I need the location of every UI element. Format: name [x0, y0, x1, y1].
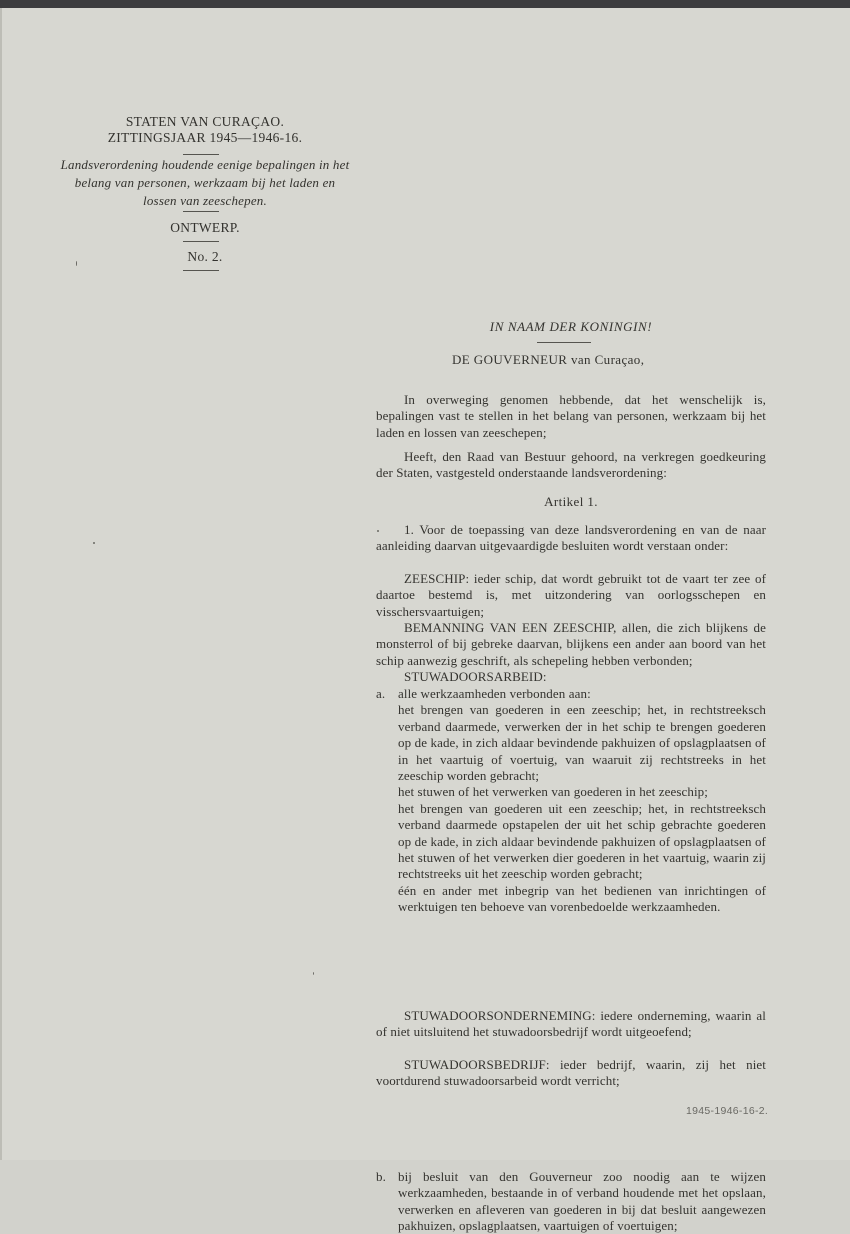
scan-speck [76, 261, 77, 266]
item-a-clause-1: het brengen van goederen in een zeeschip; het, in rechtstreeksch verband daarmede, verwerken der in het schip te brengen goederen op de kade, in zich aldaar bevindende pakhuizen of opslagplaatsen of in het vaartuig of voertuig, van waaruit zij rechtstreeks in het zeeschip worden gebracht; [398, 702, 766, 784]
document-page [0, 8, 850, 1233]
item-a-label: a. [376, 686, 386, 701]
scan-speck [377, 530, 379, 532]
definition-zeeschip: ZEESCHIP: ieder schip, dat wordt gebruikt tot de vaart ter zee of daartoe bestemd is, met uitzondering van oorlogsschepen en visschersvaartuigen; [376, 571, 766, 619]
invocation-rule [537, 342, 591, 343]
header-rule-2 [183, 211, 219, 212]
article-intro: 1. Voor de toepassing van deze landsverordening en van de naar aanleiding daarvan uitgevaardigde besluiten wordt verstaan onder: [376, 522, 766, 554]
item-a-clause-2: het stuwen of het verwerken van goederen in het zeeschip; [398, 784, 708, 800]
document-number: No. 2. [187, 249, 223, 264]
definition-bedrijf: STUWADOORSBEDRIJF: ieder bedrijf, waarin, zij het niet voortdurend stuwadoorsarbeid wordt verricht; [376, 1057, 766, 1089]
item-a-clause-4: één en ander met inbegrip van het bedienen van inrichtingen of werktuigen ten behoeve van vorenbedoelde werkzaamheden. [398, 882, 766, 915]
consideration-paragraph: In overweging genomen hebbende, dat het wenschelijk is, bepalingen vast te stellen in het belang van personen, werkzaam bij het laden en lossen van zeeschepen; [376, 392, 766, 440]
header-line-2: ZITTINGSJAAR 1945—1946-16. [107, 130, 303, 145]
heard-paragraph: Heeft, den Raad van Bestuur gehoord, na verkregen goedkeuring der Staten, vastgesteld onderstaande landsverordening: [376, 449, 766, 481]
governor-line: DE GOUVERNEUR van Curaçao, [452, 352, 645, 367]
definition-stuwadoorsarbeid: STUWADOORSARBEID: [404, 669, 547, 684]
article-title: Artikel 1. [544, 494, 598, 509]
definition-onderneming: STUWADOORSONDERNEMING: iedere onderneming, waarin al of niet uitsluitend het stuwadoorsbedrijf wordt uitgeoefend; [376, 1008, 766, 1040]
scan-speck [93, 542, 95, 544]
item-a-clause-3: het brengen van goederen uit een zeeschip; het, in rechtstreeksch verband daarmede opstapelen der uit het schip gebrachte goederen op de kade, in zich aldaar bevindende pakhuizen of opslagplaatsen of het stuwen of het verwerken dier goederen in het vaartuig, waarin zij rechtstreeks uit het zeeschip worden gebracht; [398, 800, 766, 882]
subject-title: Landsverordening houdende eenige bepalingen in het belang van personen, werkzaam bij het laden en lossen van zeeschepen. [60, 157, 350, 208]
item-b-text: bij besluit van den Gouverneur zoo noodig aan te wijzen werkzaamheden, bestaande in of verband houdende met het opslaan, verwerken en afleveren van goederen in bij dat besluit aangewezen pakhuizen, opslagplaatsen, vaartuigen of voertuigen; [398, 1168, 766, 1233]
item-b-label: b. [376, 1168, 386, 1184]
draft-label: ONTWERP. [170, 220, 240, 235]
item-a-intro: alle werkzaamheden verbonden aan: [398, 686, 591, 701]
invocation: IN NAAM DER KONINGIN! [489, 319, 653, 334]
header-line-1: STATEN VAN CURAÇAO. [125, 114, 285, 129]
scan-speck [313, 972, 314, 975]
header-rule-1 [183, 154, 219, 155]
definition-bemanning: BEMANNING VAN EEN ZEESCHIP, allen, die zich blijkens de monsterrol of bij gebreke daarvan, blijkens een ander aan boord van het schip aanwezig geschrift, als schepeling hebben verbonden; [376, 620, 766, 668]
header-rule-3 [183, 241, 219, 242]
viewer-top-bar [0, 0, 850, 8]
header-rule-4 [183, 270, 219, 271]
footer-document-code: 1945-1946-16-2. [686, 1105, 769, 1117]
item-b [376, 1169, 766, 1234]
item-a [376, 686, 766, 916]
